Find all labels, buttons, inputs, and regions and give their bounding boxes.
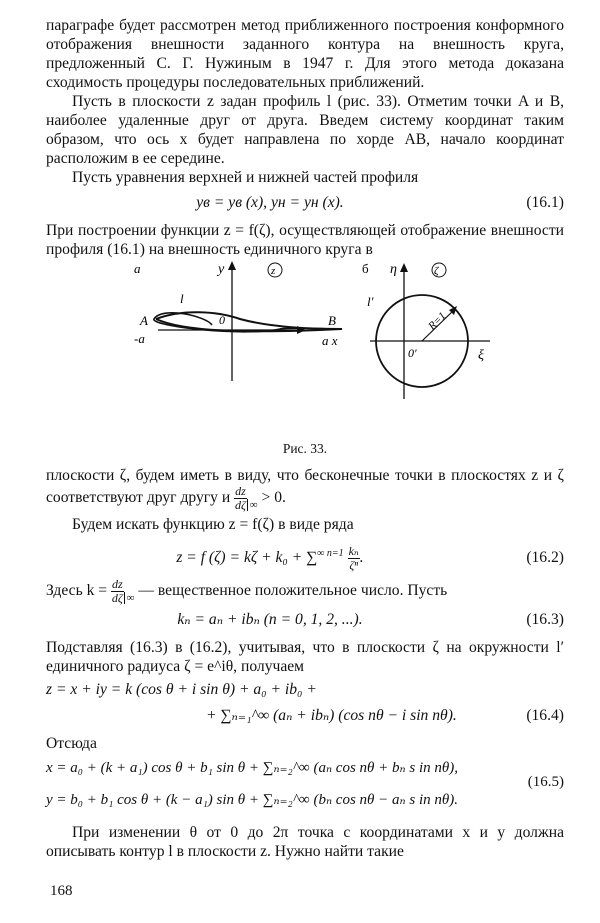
equation-16-3-body: kₙ = aₙ + ibₙ (n = 0, 1, 2, ...).	[177, 611, 363, 629]
point-B-label: B	[328, 313, 336, 328]
eq162-limits: ∞ n=1	[317, 548, 344, 560]
k-def-left: Здесь k =	[46, 582, 108, 600]
equation-16-2-body: z = f (ζ) = kζ + k₀ + ∑$^{\infty n=1}$ $\frac{\text{kₙ}}{\text{ζⁿ}}$ .	[176, 544, 364, 573]
origin-label: 0	[219, 313, 225, 327]
figure-caption: Рис. 33.	[282, 441, 328, 456]
figure-33-drawing	[122, 261, 492, 403]
equation-16-3	[46, 610, 564, 632]
paragraph-substitution: Подставляя (16.3) в (16.2), учитывая, что в плоскости ζ на окружности l′ единичного радиуса ζ = e^iθ, получаем	[46, 639, 564, 676]
paragraph-infinity-text: плоскости ζ, будем иметь в виду, что бесконечные точки в плоскостях z и ζ соответствуют друг другу и	[46, 467, 564, 507]
frac-den: dζ	[235, 498, 246, 512]
eq162-den: ζⁿ	[349, 558, 358, 573]
equation-16-1-body: yв = yв (x), yн = yн (x).	[196, 194, 344, 211]
paragraph-hence: Отсюда	[46, 735, 97, 753]
z-plane-label: z	[271, 265, 276, 277]
frac-num: dz	[235, 484, 246, 498]
derivative-fraction	[234, 485, 247, 512]
k-fraction	[111, 578, 124, 605]
equation-16-5-y: y = b₀ + b₁ cos θ + (k − a₁) sin θ + ∑ₙ₌₂^∞ (bₙ cos nθ − aₙ s in nθ).	[46, 792, 458, 809]
k-def-right: — вещественное положительное число. Пусть	[138, 582, 448, 600]
equation-16-1-number: (16.1)	[526, 194, 564, 211]
origin-prime-label: 0′	[408, 346, 417, 360]
paragraph-series: Будем искать функцию z = f(ζ) в виде ряда	[72, 516, 354, 534]
k-num: dz	[112, 577, 123, 592]
xi-axis-label: ξ	[478, 348, 484, 363]
eq162-left: z = f (ζ) = kζ + k₀ + ∑	[176, 549, 318, 567]
paragraph-profile: Пусть в плоскости z задан профиль l (рис. 33). Отметим точки A и B, наиболее удаленные друг от друга. Введем систему координат таким образом, что ось x будет направлена по хорде AB, начало координат расположим в ее середине.	[46, 93, 564, 167]
page-number: 168	[50, 883, 73, 899]
label-b-panel: б	[362, 261, 369, 276]
l-prime-label: l′	[367, 294, 374, 309]
eq162-fraction	[348, 545, 360, 572]
zeta-plane-label: ζ	[434, 265, 439, 277]
equation-16-4-line1: z = x + iy = k (cos θ + i sin θ) + a₀ + ib₀ +	[46, 681, 317, 699]
equation-16-2-number: (16.2)	[526, 549, 564, 567]
point-A-label: A	[140, 313, 148, 328]
k-sub: ∞	[124, 592, 135, 604]
page-body	[46, 16, 564, 861]
equation-16-5	[46, 753, 564, 815]
a-x-label: a x	[322, 333, 338, 348]
paragraph-intro: параграфе будет рассмотрен метод приближенного построения конформного отображения внешности заданного контура на внешность круга, предложенный С. Г. Нужиным в 1947 г. Для этого метода доказана сходимость процедуры последовательных приближений.	[46, 17, 564, 91]
paragraph-k-def	[46, 578, 564, 608]
equation-16-2	[46, 540, 564, 572]
equation-16-4	[46, 676, 564, 734]
eta-axis-arrow	[400, 263, 408, 272]
radius-label: R=1	[426, 309, 449, 333]
equation-16-4-number: (16.4)	[526, 707, 564, 725]
eta-axis-label: η	[390, 262, 397, 277]
minus-a-label: -a	[134, 331, 145, 346]
figure-33	[46, 259, 564, 435]
equation-16-5-x: x = a₀ + (k + a₁) cos θ + b₁ sin θ + ∑ₙ₌₂^∞ (aₙ cos nθ + bₙ s in nθ),	[46, 760, 458, 777]
greater-zero: > 0.	[257, 489, 286, 507]
profile-l-label: l	[180, 291, 184, 306]
paragraph-mapping: При построении функции z = f(ζ), осуществляющей отображение внешности профиля (16.1) на внешность единичного круга в	[46, 222, 564, 258]
paragraph-equations-intro: Пусть уравнения верхней и нижней частей профиля	[72, 169, 419, 186]
k-den: dζ	[111, 591, 123, 606]
paragraph-infinity	[46, 466, 564, 515]
paragraph-theta: При изменении θ от 0 до 2π точка с координатами x и y должна описывать контур l в плоскости z. Нужно найти такие	[46, 824, 564, 861]
equation-16-5-number: (16.5)	[527, 774, 564, 791]
y-axis-label: y	[218, 262, 225, 277]
label-a-panel: a	[134, 261, 141, 276]
infinity-sub: ∞	[247, 499, 258, 511]
equation-16-1	[46, 193, 564, 215]
equation-16-3-number: (16.3)	[526, 611, 564, 629]
eq162-num: kₙ	[348, 544, 359, 559]
y-axis-arrow	[228, 261, 236, 270]
equation-16-4-line2: + ∑ₙ₌₁^∞ (aₙ + ibₙ) (cos nθ − i sin nθ).	[206, 707, 457, 725]
